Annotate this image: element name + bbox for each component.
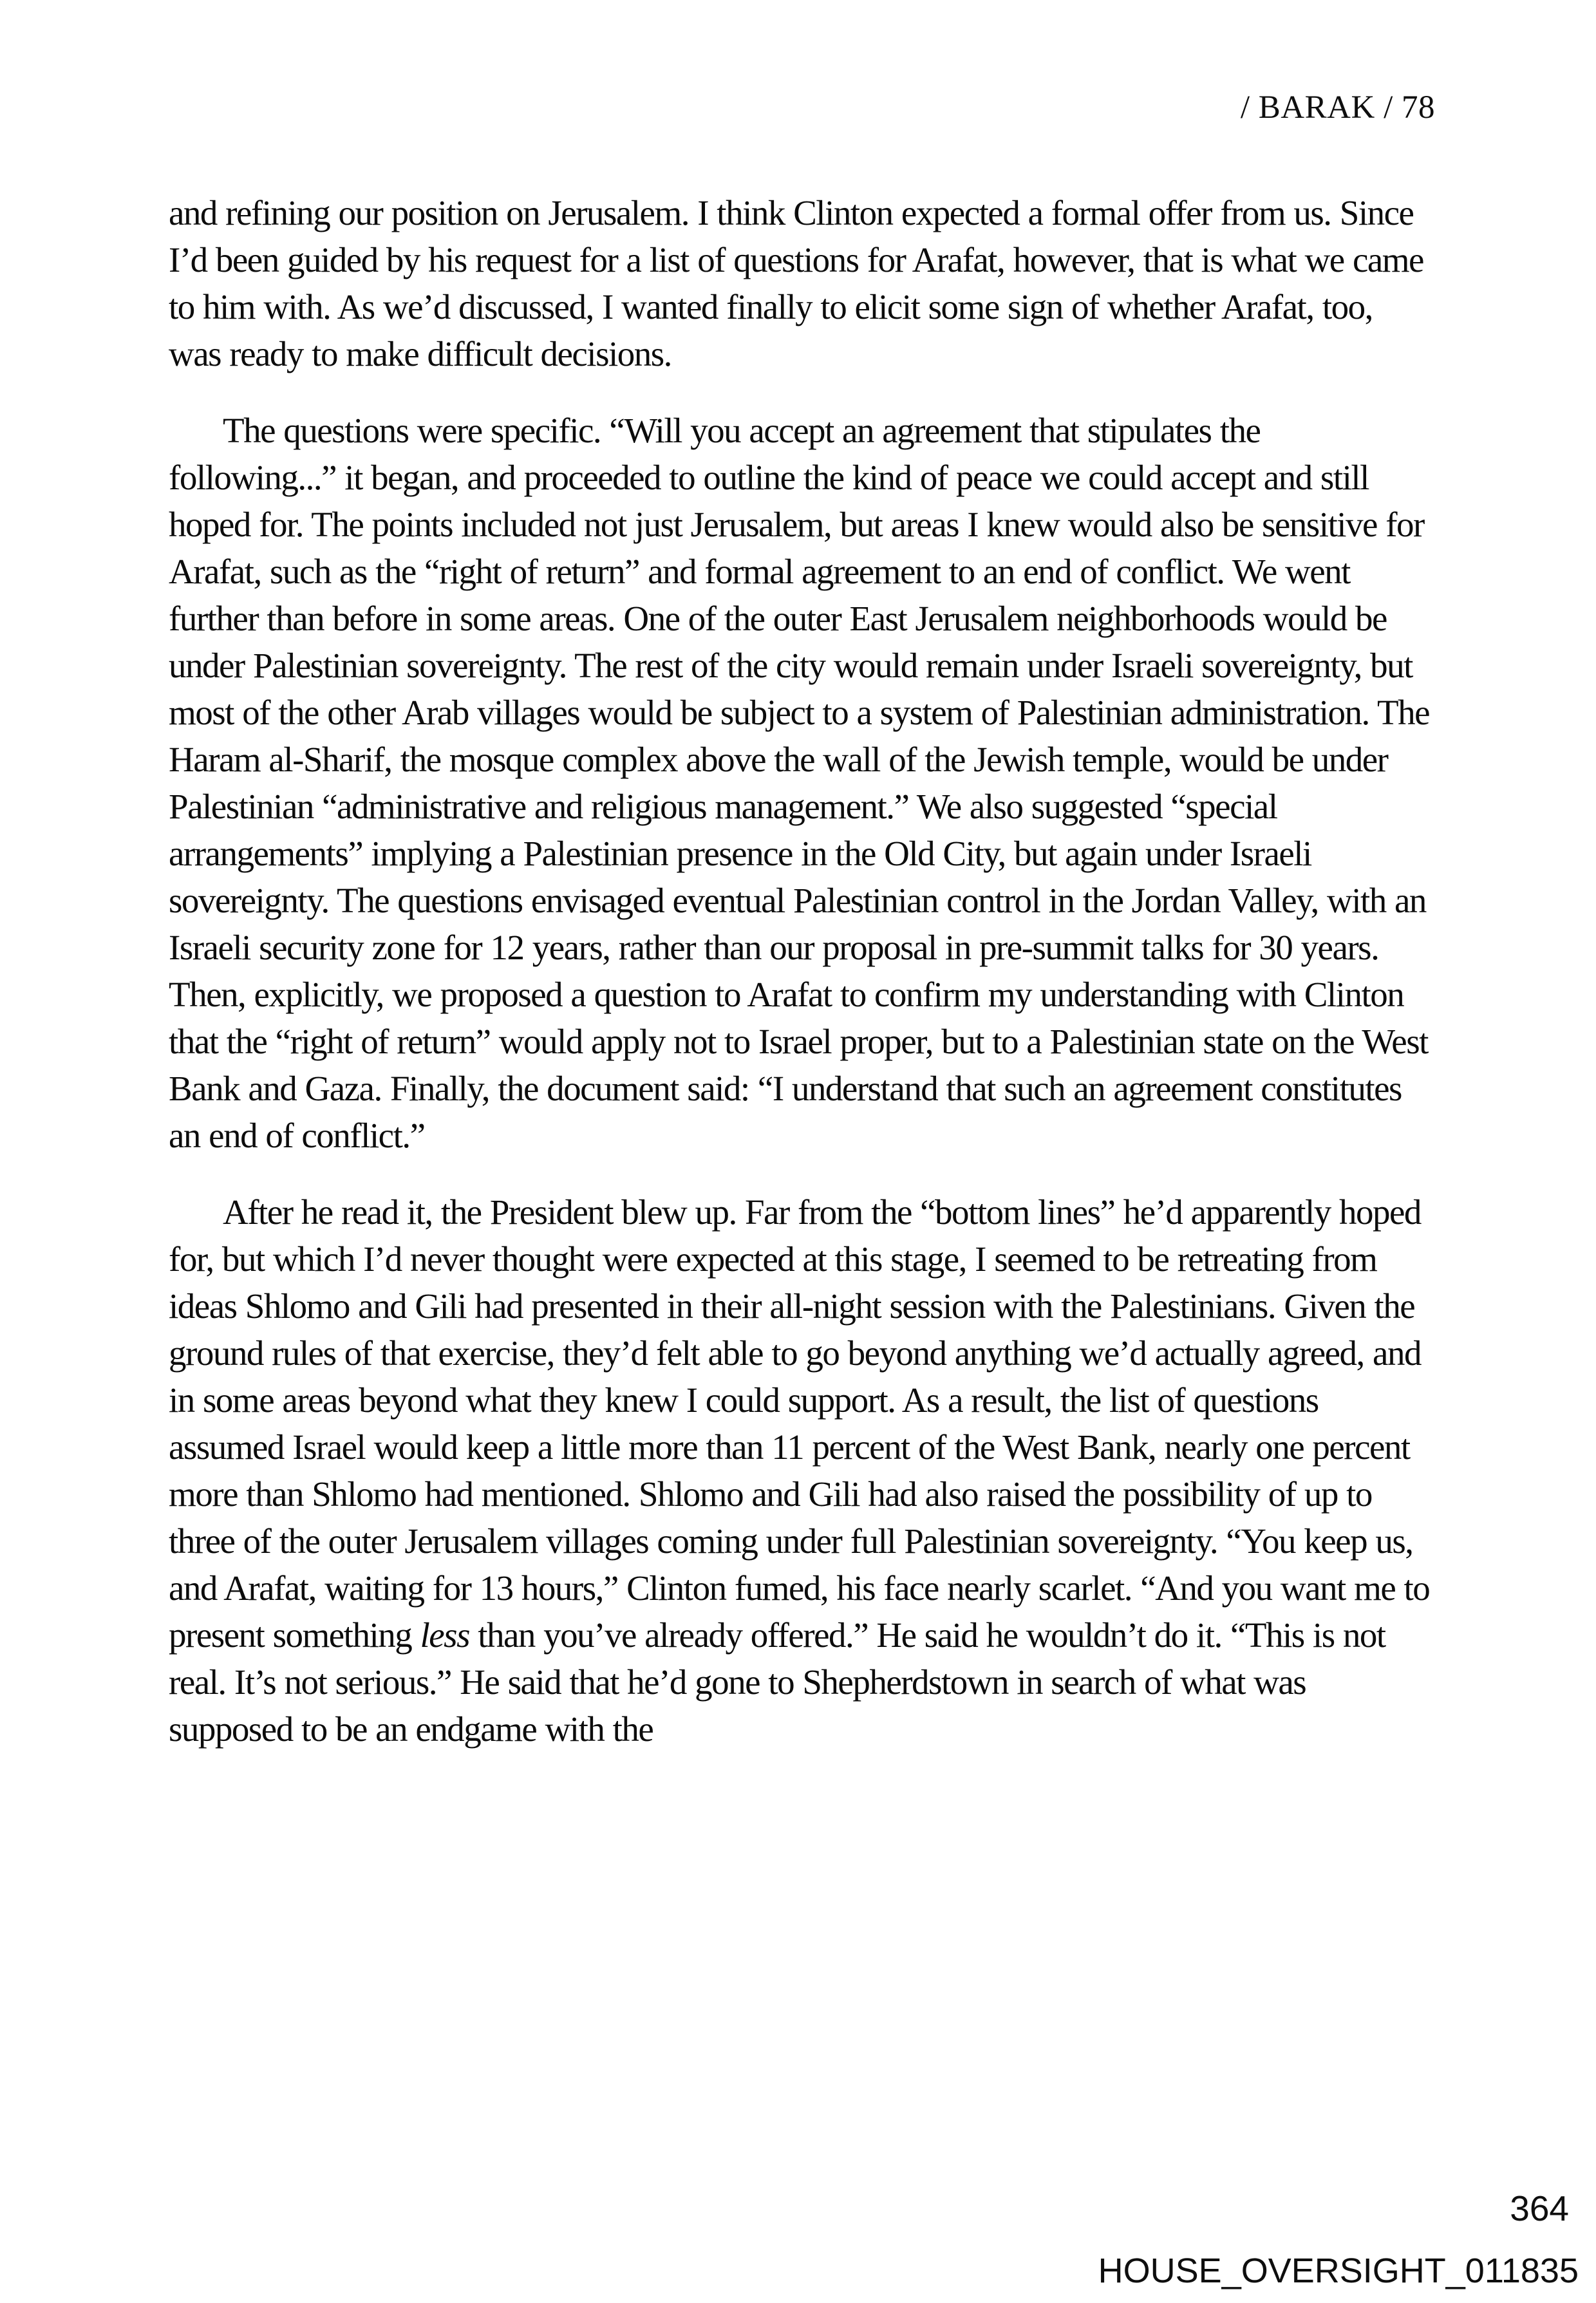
page-body-text xyxy=(169,189,1431,1782)
page-number: 364 xyxy=(1510,2188,1569,2228)
paragraph-2: The questions were specific. “Will you accept an agreement that stipulates the following...” it began, and proceeded to outline the kind of peace we could accept and still hoped for. The points included not just Jerusalem, but areas I knew would also be sensitive for Arafat, such as the “right of return” and formal agreement to an end of conflict. We went further than before in some areas. One of the outer East Jerusalem neighborhoods would be under Palestinian sovereignty. The rest of the city would remain under Israeli sovereignty, but most of the other Arab villages would be subject to a system of Palestinian administration. The Haram al-Sharif, the mosque complex above the wall of the Jewish temple, would be under Palestinian “administrative and religious management.” We also suggested “special arrangements” implying a Palestinian presence in the Old City, but again under Israeli sovereignty. The questions envisaged eventual Palestinian control in the Jordan Valley, with an Israeli security zone for 12 years, rather than our proposal in pre-summit talks for 30 years. Then, explicitly, we proposed a question to Arafat to confirm my understanding with Clinton that the “right of return” would apply not to Israel proper, but to a Palestinian state on the West Bank and Gaza. Finally, the document said: “I understand that such an agreement constitutes an end of conflict.” xyxy=(169,411,1430,1155)
running-header: / BARAK / 78 xyxy=(1240,89,1435,126)
paragraph-1: and refining our position on Jerusalem. I think Clinton expected a formal offer from us. Since I’d been guided by his request for a list of questions for Arafat, however, that is what we came to him with. As we’d discussed, I wanted finally to elicit some sign of whether Arafat, too, was ready to make difficult decisions. xyxy=(169,193,1423,373)
paragraph-3-part1: After he read it, the President blew up. Far from the “bottom lines” he’d apparently hoped for, but which I’d never thought were expected at this stage, I seemed to be retreating from ideas Shlomo and Gili had presented in their all-night session with the Palestinians. Given the ground rules of that exercise, they’d felt able to go beyond anything we’d actually agreed, and in some areas beyond what they knew I could support. As a result, the list of questions assumed Israel would keep a little more than 11 percent of the West Bank, nearly one percent more than Shlomo had mentioned. Shlomo and Gili had also raised the possibility of up to three of the outer Jerusalem villages coming under full Palestinian sovereignty. “You keep us, and Arafat, waiting for 13 hours,” Clinton fumed, his face nearly scarlet. “And you want me to present something xyxy=(169,1192,1430,1655)
paragraph-3-part2: than you’ve already offered.” He said he wouldn’t do it. “This is not real. It’s not serious.” He said that he’d gone to Shepherdstown in search of what was supposed to be an endgame with the xyxy=(169,1615,1385,1749)
paragraph-3 xyxy=(169,1189,1431,1753)
bates-stamp: HOUSE_OVERSIGHT_011835 xyxy=(1098,2251,1579,2290)
paragraph-3-italic-word: less xyxy=(420,1615,469,1655)
